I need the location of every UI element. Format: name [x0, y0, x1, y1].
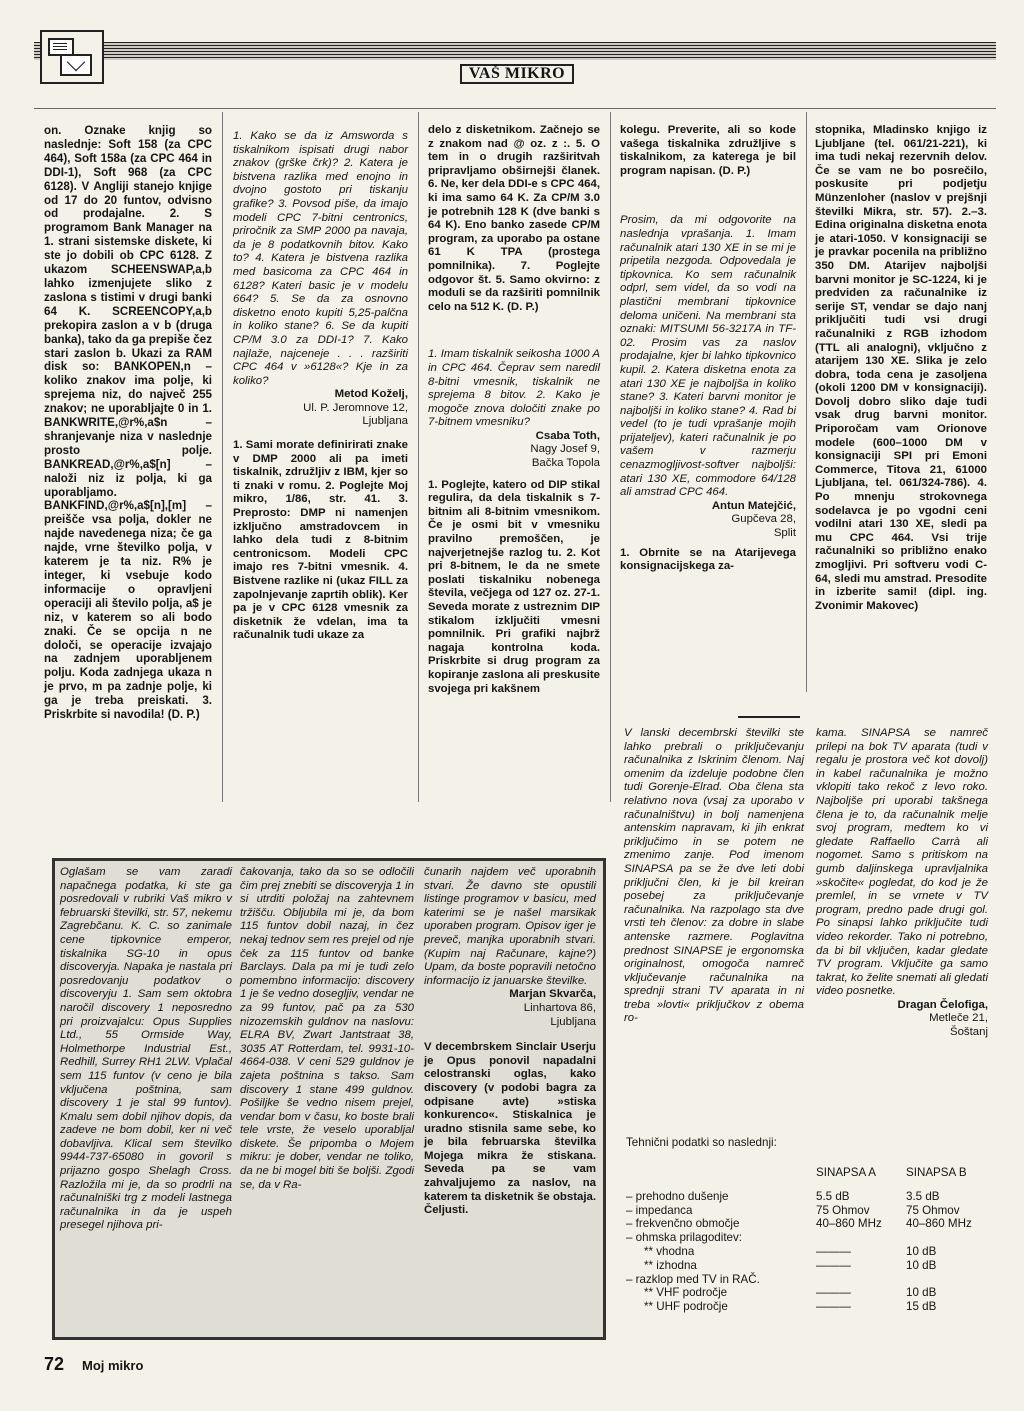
section-title: VAŠ MIKRO — [460, 64, 574, 84]
table-row: – frekvenčno območje 40–860 MHz 40–860 MHz — [626, 1217, 972, 1231]
column-3 — [428, 124, 600, 696]
signature: Metod Koželj, Ul. P. Jeromnove 12, Ljubljana — [303, 388, 408, 428]
letter-text: V lanski decembrski številki ste lahko prebrali o priključevanju računalnika z Iskrinim členom. Naj omenim da izdeluje podobne člen tudi Gorenje-Elrad. Oba člena sta relativno nova (vsaj za uporabo v računalništvu) in bolj namenjena antenskim napravam, ki jih enkrat priključimo in se potem ne zmenimo zanje. Pod imenom SINAPSA pa se že dve leti dobi priključni člen, ki je bil kreiran posebej za priključevanje računalnika. Na razpolago sta dve vrsti teh členov: za dobre in slabe antenske razmere. Poglavitna prednost SINAPSE je ergonomska originalnost, omogoča namreč vključevanje računalnika na sprednji strani TV aparata in ni treba »lovti« priključkov z obema ro- — [624, 727, 804, 1025]
header-rule — [34, 42, 996, 60]
table-header-row — [626, 1166, 986, 1180]
column-4 — [620, 124, 796, 574]
answer-text: stopnika, Mladinsko knjigo iz Ljubljane (tel. 061/21-221), ki ima tudi nekaj rezervnih delov. Če se vam ne bo posrečilo, poskusite pri podjetju Münzenloher (naslov v prejšnji številki Mikra, str. 57). 2.–3. Edina originalna disketna enota je atari-1050. V konsignaciji se je pravkar pocenila na približno 350 DM. Atarijev najboljši barvni monitor je SC-1224, ki je predviden za računalnike iz serije ST, vendar se dajo nanj priključiti tudi vsi drugi računalniki z RGB izhodom (TTL ali analogni), vključno z atarijem 130 XE. Slika je zelo dobra, toda cena je zasoljena (okoli 1200 DM v konsignaciji). Dovolj dobro sliko daje tudi vsak drug barvni monitor. Priporočam vam Orionove modele (600–1000 DM v konsignaciji SPI pri Emoni Commerce, Titova 21, 61000 Ljubljana, tel. 061/324-786). 4. Po mnenju strokovnega sodelavca je po vgodni ceni vodilni atari 130 XE, sledi pa mu CPC 464. Vsi trije računalniki so približno enako zmogljivi. Pri softveru vodi C-64, sledi mu amstrad. Presodite in izberite sami! (dipl. ing. Zvonimir Makovec) — [815, 124, 987, 612]
answer-text: delo z disketnikom. Začnejo se z znakom nad @ oz. z :. 5. O tem in o drugih razširitvah pripravljamo obširnejši članek. 6. Ne, ker dela DDI-e s CPC 464, ki ima samo 64 K. Za CP/M 3.0 je potrebnih 128 K (dve banki s 64 K). Eno banko zasede CP/M program, za uporabo pa ostane 61 K TPA (prostega pomnilnika). 7. Poglejte odgovor št. 5. Samo okvirno: z moduli se da razširiti pomnilnik celo na 512 K. (D. P.) — [428, 124, 600, 313]
editor-note: V decembrskem Sinclair Userju je Opus ponovil napadalni celostranski oglas, kako discovery (v podobi bagra za odpisane avte) »stiska konkurenco«. Stiskalnica je uradno stisnila same sebe, ko je bila februarska številka Mojega mikra že stiskana. Seveda pa se vam zahvaljujemo za naslov, na katerem ta disketnik še obstaja. Čeljusti. — [424, 1041, 596, 1217]
signature: Antun Matejčić, Gupčeva 28, Split — [711, 499, 796, 540]
signature: Dragan Čelofiga, Metleče 21, Šoštanj — [897, 998, 988, 1039]
answer-text: on. Oznake knjig so naslednje: Soft 158 (za CPC 464), Soft 158a (za CPC 464 in DDI-1), Soft 968 (za CPC 6128). V Angliji stanejo knjige od 17 do 20 funtov, odvisno od prodajalne. 2. S programom Bank Manager na 1. strani sistemske diskete, ki ste jo dobili ob CPC 6128. Z ukazom SCHEENSWAP,a,b lahko izmenjujete sliko z zaslona s tistimi v drugi banki 64 K. SCREENCOPY,a,b prekopira zaslon a v b (druga banka), tako da ga prepiše čez stari zaslon b. Ukazi za RAM disk so: BANKOPEN,n – koliko znakov ima polje, ki sprejema niz, do največ 255 znakov; ne uporabljajte 0 in 1. BANKWRITE,@r%,a$n – shranjevanje niza v naslednje prosto polje. BANKREAD,@r%,a$[n] – naloži niz iz polja, ki ga uporabljamo. BANKFIND,@r%,a$[n],[m] – preišče vsa polja, dokler ne najde navedenega niza; če ga najde, vrne številko polja, v katerem je ta niz. R% je integer, ki vsebuje kodo informacije o opravljeni operaciji ali število polja, a$ je niz, v katerem so ali bodo znaki. Če se opcija n ne določi, se operacije izvajajo na zadnjem uporabljenem polju. Koda zadnjega ukaza n je prvo, m pa zadnje polje, ki ga je treba preiskati. 3. Priskrbite si navodila! (D. P.) — [44, 124, 212, 722]
column-5 — [815, 124, 987, 613]
box-column-2 — [240, 866, 414, 1192]
column-divider — [222, 112, 223, 802]
table-row: ** izhodna ——— 10 dB — [644, 1258, 937, 1272]
sinapsa-column-1 — [624, 727, 804, 1026]
box-column-1 — [60, 866, 232, 1233]
box-column-3 — [424, 866, 596, 1218]
table-row: ** VHF področje ——— 10 dB — [644, 1286, 937, 1300]
separator-dash — [738, 716, 800, 718]
column-header: SINAPSA B — [906, 1166, 967, 1179]
page-number: 72 — [44, 1354, 65, 1374]
signature: Csaba Toth, Nagy Josef 9, Bačka Topola — [530, 429, 600, 470]
column-2 — [233, 130, 408, 643]
table-row: – ohmska prilagoditev: — [626, 1231, 742, 1245]
answer-text: 1. Obrnite se na Atarijevega konsignacijskega za- — [620, 546, 796, 573]
letter-questions: 1. Imam tiskalnik seikosha 1000 A in CPC 464. Čeprav sem naredil 8-bitni vmesnik, tiskalnik ne sprejema 8 bitov. 2. Kako je mogoče znova določiti znake po 7-bitnem vmesniku? — [428, 348, 600, 429]
table-row: – prehodno dušenje 5.5 dB 3.5 dB — [626, 1189, 940, 1203]
letter-questions: 1. Kako se da iz Amsworda s tiskalnikom ispisati drugi nabor znakov (grške črk)? 2. Katera je bistvena razlika med enojno in dvojno gostoto pri tiskanju grafike? 3. Povsod piše, da imajo modeli CPC 7-bitni centronics, priročnik za SMP 2000 pa navaja, da je 8 podatkovnih bitov. Kako to? 4. Katera je bistvena razlika med basicoma za CPC 464 in 6128? Kateri basic je v modelu 664? 5. Se da za osnovno disketno enoto kupiti 5,25-palčna in koliko stane? 6. Se da kupiti CP/M 3.0 za DDI-1? 7. Kako najlaže, najceneje . . . razširiti CPC 464 v »6128«? Kje in za koliko? — [233, 130, 408, 387]
sinapsa-column-2 — [816, 727, 988, 1040]
letter-text: čunarih najdem več uporabnih stvari. Že davno ste opustili listinge programov v basicu, med katerimi se je našel marsikak uporaben program. Opisov iger je preveč, manjka uporabnih stvari. (Kupim naj Računare, kajne?) Upam, da boste popravili netočno informacijo iz januarske številke. — [424, 866, 596, 987]
table-row: ** UHF področje ——— 15 dB — [644, 1300, 937, 1314]
column-divider — [806, 112, 807, 692]
letter-text: kama. SINAPSA se namreč prilepi na bok TV aparata (tudi v regalu je prostora več kot dovolj) in kabel računalnika je možno vklopiti tako rekoč z levo roko. Najboljše pri uporabi takšnega člena je to, da računalnik melje svoj program, medtem ko vi gledate Raffaello Carrà ali nogomet. Samo s pritiskom na gumb daljinskega upravljalnika »skočite« pogledat, do kod je že premlel, in se vrnete v TV program, predno pade drugi gol. Po sinapsi lahko priključite tudi video rekorder. Tako ni potrebno, da bi bil vključen, kadar gledate TV program. Vključite ga samo takrat, ko želite snemati ali gledati video posnetke. — [816, 727, 988, 998]
answer-text: 1. Sami morate definirirati znake v DMP 2000 ali pa imeti tiskalnik, združljiv z IBM, kjer so ti znaki v romu. 2. Poglejte Moj mikro, 1/86, str. 41. 3. Preprosto: DMP ni namenjen izključno amstradovcem in lahko dela tudi z 8-bitnim centronicsom. Modeli CPC imajo res 7-bitni vmesnik. 4. Bistvene razlike ni (ukaz FILL za zapolnjevanje zaprtih oblik). Ker pa je v CPC 6128 vmesnik za disketnik že vdelan, ima ta računalnik tudi ukaze za — [233, 439, 408, 642]
table-row: ** vhodna ——— 10 dB — [644, 1244, 937, 1258]
column-1 — [44, 124, 212, 722]
signature: Marjan Skvarča, Linhartova 86, Ljubljana — [509, 988, 596, 1028]
tech-specs-table — [626, 1166, 986, 1314]
letter-questions: Prosim, da mi odgovorite na naslednja vprašanja. 1. Imam računalnik atari 130 XE in se mi je pripetila nezgoda. Odpovedala je tipkovnica. Ko sem računalnik odprl, sem videl, da so vodi na plastični membrani tipkovnice deloma uničeni. Na membrani sta oznaki: MITSUMI 56-3217A in TF-02. Prosim vas za naslov prodajalne, kjer bi lahko tipkovnico kupil. 2. Katera disketna enota za atari 130 XE je najboljša in koliko stane? 3. Kateri barvni monitor je najboljši in koliko stane? 4. Rad bi vedel (to je tudi vprašanje mojih prijateljev), kateri računalnik je po vašem v razmerju cenazmogljivost-softver najboljši: atari 130 XE, commodore 64/128 ali amstrad CPC 464. — [620, 214, 796, 499]
answer-text: kolegu. Preverite, ali so kode vašega tiskalnika združljive s tiskalnikom, za katerega je bil program napisan. (D. P.) — [620, 124, 796, 177]
top-divider — [34, 108, 996, 109]
column-divider — [418, 112, 419, 802]
mail-logo-icon — [40, 30, 104, 84]
column-divider — [610, 112, 611, 802]
tech-intro: Tehnični podatki so naslednji: — [626, 1136, 777, 1149]
column-header: SINAPSA A — [816, 1166, 876, 1179]
magazine-name: Moj mikro — [82, 1358, 144, 1373]
table-row: – razklop med TV in RAČ. — [626, 1272, 760, 1286]
table-row: – impedanca 75 Ohmov 75 Ohmov — [626, 1203, 960, 1217]
answer-text: 1. Poglejte, katero od DIP stikal regulira, da dela tiskalnik s 7-bitnim ali 8-bitnim vmesnikom. Če je osmi bit v vmesniku pravilno premoščen, je najverjetnejše razlog tu. 2. Kot pri 8-bitnem, le da ne smete poslati tiskalniku nobenega števila, večjega od 127 oz. 27-1. Seveda morate z ustreznim DIP stikalom izključiti vmesni pomnilnik. Pri grafiki najbrž nagaja kontrolna koda. Priskrbite si drug program za kopiranje zaslona ali preskusite svojega pri kakšnem — [428, 478, 600, 695]
letter-text: čakovanja, tako da so se odločili čim prej znebiti se discoveryja 1 in si utrditi položaj na zahtevnem tržišču. Obljubila mi je, da bom 115 funtov dobil nazaj, in čez nekaj tednov sem res prejel od nje ček za 115 funtov od banke Barclays. Dala pa mi je tudi zelo pomembno informacijo: discovery 1 je še vedno dosegljiv, vendar ne za 99 funtov, pač pa za 530 nizozemskih guldnov na naslovu: ELRA BV, Zwart Jantstraat 38, 3035 AT Rotterdam, tel. 9931-10-4664-038. V ceni 529 guldnov je zajeta poštnina s takso. Sam discovery 1 stane 499 guldnov. Pošiljke še vedno nisem prejel, vendar bom v času, ko boste brali tele vrste, že veselo uporabljal diskete. Še pripomba o Mojem mikru: je dober, vendar ne toliko, da ne bi mogel biti še boljši. Zgodi se, da v Ra- — [240, 866, 414, 1191]
letter-text: Oglašam se vam zaradi napačnega podatka, ki ste ga posredovali v rubriki Vaš mikro v februarski številki, str. 57, nekemu Zagrebčanu. K. C. so zanimale cene tipkovnice emperor, tiskalnika SG-10 in opus discoveryja. Napaka je nastala pri posredovanju podatkov o discoveryju 1. Sam sem oktobra naročil discovery 1 neposredno pri proizvajalcu: Opus Supplies Ltd., 55 Ormside Way, Holmethorpe Industrial Est., Redhill, Surrey RH1 2LW. Vplačal sem 115 funtov (v ceno je bila vključena poštnina, sam discovery 1 je stal 99 funtov). Kmalu sem dobil njihov dopis, da zadeve ne bom dobil, ker ni več dobavljiva. Klical sem številko 9944-737-65080 in govoril s prijazno gospo Shelagh Cross. Razložila mi je, da so prodrli na računalniški trg z modeli lastnega računalnika in da je uspeh presegel njihova pri- — [60, 866, 232, 1232]
